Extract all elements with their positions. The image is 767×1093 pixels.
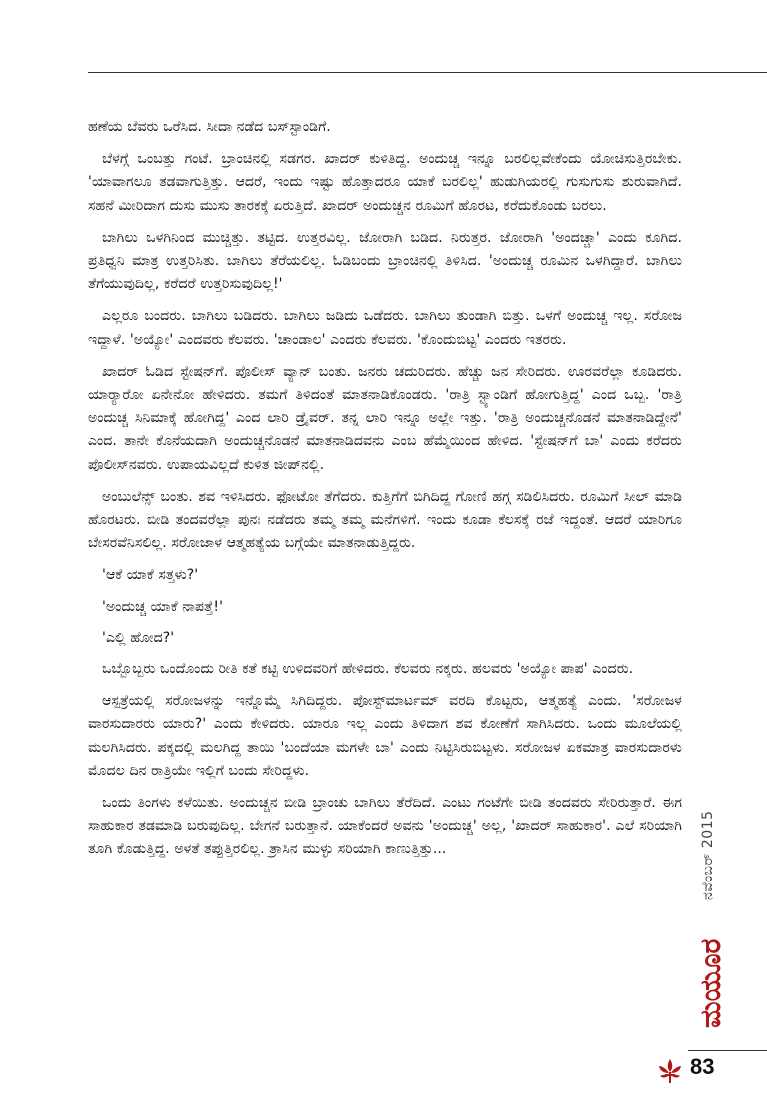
dialogue-line: 'ಎಲ್ಲಿ ಹೋದ?' xyxy=(102,629,175,646)
paragraph: ಆಸ್ಪತ್ರೆಯಲ್ಲಿ ಸರೋಜಳನ್ನು ಇನ್ನೊಮ್ಮೆ ಸಿಗಿದಿದ್ದರು. ಪೋಸ್ಟ್‌ಮಾರ್ಟಮ್ ವರದಿ ಕೊಟ್ಟರು, ಆತ್ಮಹತ್ಯೆ ಎಂದು. 'ಸರೋಜಳ ವಾರಸುದಾರರು ಯಾರು?' ಎಂದು ಕೇಳಿದರು. ಯಾರೂ ಇಲ್ಲ ಎಂದು ತಿಳಿದಾಗ ಶವ ಕೋಣೆಗೆ ಸಾಗಿಸಿದರು. ಒಂದು ಮೂಲೆಯಲ್ಲಿ ಮಲಗಿಸಿದರು. ಪಕ್ಕದಲ್ಲಿ ಮಲಗಿದ್ದ ತಾಯಿ 'ಬಂದೆಯಾ ಮಗಳೇ ಬಾ' ಎಂದು ನಿಟ್ಟಿಸಿರುಬಿಟ್ಟಳು. ಸರೋಜಳ ಏಕಮಾತ್ರ ವಾರಸುದಾರಳು ಮೊದಲ ದಿನ ರಾತ್ರಿಯೇ ಇಲ್ಲಿಗೆ ಬಂದು ಸೇರಿದ್ದಳು. xyxy=(88,693,682,779)
paragraph: ಬೆಳಗ್ಗೆ ಒಂಬತ್ತು ಗಂಟೆ. ಬ್ರಾಂಚಿನಲ್ಲಿ ಸಡಗರ. ಖಾದರ್ ಕುಳಿತಿದ್ದ. ಅಂದುಚ್ಚ ಇನ್ನೂ ಬರಲಿಲ್ಲವೇಕೆಂದು ಯೋಚಿಸುತ್ತಿರಬೇಕು. 'ಯಾವಾಗಲೂ ತಡವಾಗುತ್ತಿತ್ತು. ಆದರೆ, ಇಂದು ಇಷ್ಟು ಹೊತ್ತಾದರೂ ಯಾಕೆ ಬರಲಿಲ್ಲ' ಹುಡುಗಿಯರಲ್ಲಿ ಗುಸುಗುಸು ಶುರುವಾಗಿದೆ. ಸಹನೆ ಮೀರಿದಾಗ ದುಸು ಮುಸು ತಾರಕಕ್ಕೆ ಏರುತ್ತಿದೆ. ಖಾದರ್ ಅಂದುಚ್ಚನ ರೂಮಿಗೆ ಹೊರಟ, ಕರೆದುಕೊಂಡು ಬರಲು. xyxy=(88,151,682,214)
paragraph: ಒಂದು ತಿಂಗಳು ಕಳೆಯಿತು. ಅಂದುಚ್ಚನ ಬೀಡಿ ಬ್ರಾಂಚು ಬಾಗಿಲು ತೆರೆದಿದೆ. ಎಂಟು ಗಂಟೆಗೇ ಬೀಡಿ ತಂದವರು ಸೇರಿರುತ್ತಾರೆ. ಈಗ ಸಾಹುಕಾರ ತಡಮಾಡಿ ಬರುವುದಿಲ್ಲ. ಬೇಗನೆ ಬರುತ್ತಾನೆ. ಯಾಕೆಂದರೆ ಅವನು 'ಅಂದುಚ್ಚ' ಅಲ್ಲ, 'ಖಾದರ್ ಸಾಹುಕಾರ'. ಎಲೆ ಸರಿಯಾಗಿ ತೂಗಿ ಕೊಡುತ್ತಿದ್ದ. ಅಳತೆ ತಪ್ಪುತ್ತಿರಲಿಲ್ಲ. ತ್ರಾಸಿನ ಮುಳ್ಳು ಸರಿಯಾಗಿ ಕಾಣುತ್ತಿತ್ತು... xyxy=(88,795,682,858)
page-number: 83 xyxy=(690,1054,715,1079)
paragraph: ಬಾಗಿಲು ಒಳಗಿನಿಂದ ಮುಚ್ಚಿತ್ತು. ತಟ್ಟಿದ. ಉತ್ತರವಿಲ್ಲ. ಜೋರಾಗಿ ಬಡಿದ. ನಿರುತ್ತರ. ಜೋರಾಗಿ 'ಅಂದಚ್ಚಾ' ಎಂದು ಕೂಗಿದ. ಪ್ರತಿಧ್ವನಿ ಮಾತ್ರ ಉತ್ತರಿಸಿತು. ಬಾಗಿಲು ತೆರೆಯಲಿಲ್ಲ. ಓಡಿಬಂದು ಬ್ರಾಂಚಿನಲ್ಲಿ ತಿಳಿಸಿದ. 'ಅಂದುಚ್ಚ ರೂಮಿನ ಒಳಗಿದ್ದಾರೆ. ಬಾಗಿಲು ತೆಗೆಯುವುದಿಲ್ಲ, ಕರೆದರೆ ಉತ್ತರಿಸುವುದಿಲ್ಲ!' xyxy=(88,229,682,293)
paragraph: ಒಬ್ಬೊಬ್ಬರು ಒಂದೊಂದು ರೀತಿ ಕತೆ ಕಟ್ಟಿ ಉಳಿದವರಿಗೆ ಹೇಳಿದರು. ಕೆಲವರು ನಕ್ಕರು. ಹಲವರು 'ಅಯ್ಯೋ ಪಾಪ' ಎಂದರು. xyxy=(102,661,634,678)
paragraph: ಎಲ್ಲರೂ ಬಂದರು. ಬಾಗಿಲು ಬಡಿದರು. ಬಾಗಿಲು ಜಡಿದು ಒಡೆದರು. ಬಾಗಿಲು ತುಂಡಾಗಿ ಬಿತ್ತು. ಒಳಗೆ ಅಂದುಚ್ಚ ಇಲ್ಲ. ಸರೋಜ ಇದ್ದಾಳೆ. 'ಅಯ್ಯೋ' ಎಂದವರು ಕೆಲವರು. 'ಚಾಂಡಾಲ' ಎಂದರು ಕೆಲವರು. 'ಕೊಂದುಬಿಟ್ಟ' ಎಂದರು ಇತರರು. xyxy=(88,308,682,348)
issue-date: ನವೆಂಬರ್ 2015 xyxy=(700,810,716,900)
article-body xyxy=(88,116,682,871)
footer-rule xyxy=(688,1050,767,1051)
fleur-de-lis-icon xyxy=(656,1057,684,1085)
dialogue-line: 'ಅಂದುಚ್ಚ ಯಾಕೆ ನಾಪತ್ತೆ!' xyxy=(102,598,224,615)
paragraph: ಅಂಬುಲೆನ್ಸ್ ಬಂತು. ಶವ ಇಳಿಸಿದರು. ಫೋಟೋ ತೆಗೆದರು. ಕುತ್ತಿಗೆಗೆ ಬಿಗಿದಿದ್ದ ಗೋಣಿ ಹಗ್ಗ ಸಡಿಲಿಸಿದರು. ರೂಮಿಗೆ ಸೀಲ್ ಮಾಡಿ ಹೊರಟರು. ಬೀಡಿ ತಂದವರೆಲ್ಲಾ ಪುನಃ ನಡೆದರು ತಮ್ಮ ತಮ್ಮ ಮನೆಗಳಿಗೆ. ಇಂದು ಕೂಡಾ ಕೆಲಸಕ್ಕೆ ರಜೆ ಇದ್ದಂತೆ. ಆದರೆ ಯಾರಿಗೂ ಬೇಸರವೆನಿಸಲಿಲ್ಲ. ಸರೋಜಾಳ ಆತ್ಮಹತ್ಯೆಯ ಬಗ್ಗೆಯೇ ಮಾತನಾಡುತ್ತಿದ್ದರು. xyxy=(88,488,682,552)
dialogue-line: 'ಆಕೆ ಯಾಕೆ ಸತ್ತಳು?' xyxy=(102,567,199,584)
header-rule xyxy=(88,72,767,73)
paragraph: ಖಾದರ್ ಓಡಿದ ಸ್ಟೇಷನ್‌ಗೆ. ಪೊಲೀಸ್ ವ್ಯಾನ್ ಬಂತು. ಜನರು ಚದುರಿದರು. ಹೆಚ್ಚು ಜನ ಸೇರಿದರು. ಊರವರೆಲ್ಲಾ ಕೂಡಿದರು. ಯಾರ‍್ಯಾರೋ ಏನೇನೋ ಹೇಳಿದರು. ತಮಗೆ ತಿಳಿದಂತೆ ಮಾತನಾಡಿಕೊಂಡರು. 'ರಾತ್ರಿ ಸ್ಟ್ಯಾಂಡಿಗೆ ಹೋಗುತ್ತಿದ್ದ' ಎಂದ ಒಬ್ಬ. 'ರಾತ್ರಿ ಅಂದುಚ್ಚ ಸಿನಿಮಾಕ್ಕೆ ಹೋಗಿದ್ದ' ಎಂದ ಲಾರಿ ಡ್ರೈವರ್. ತನ್ನ ಲಾರಿ ಇನ್ನೂ ಅಲ್ಲೇ ಇತ್ತು. 'ರಾತ್ರಿ ಅಂದುಚ್ಚನೊಡನೆ ಮಾತನಾಡಿದ್ದೇನೆ' ಎಂದ. ತಾನೇ ಕೊನೆಯದಾಗಿ ಅಂದುಚ್ಚನೊಡನೆ ಮಾತನಾಡಿದವನು ಎಂಬ ಹೆಮ್ಮೆಯಿಂದ ಹೇಳಿದ. 'ಸ್ಟೇಷನ್‌ಗೆ ಬಾ' ಎಂದು ಕರೆದರು ಪೊಲೀಸ್‌ನವರು. ಉಪಾಯವಿಲ್ಲದೆ ಕುಳಿತ ಜೀಪ್‌ನಲ್ಲಿ. xyxy=(88,363,682,473)
paragraph: ಹಣೆಯ ಬೆವರು ಒರೆಸಿದ. ಸೀದಾ ನಡೆದ ಬಸ್‌ಸ್ಟಾಂಡಿಗೆ. xyxy=(88,119,331,135)
magazine-logo: ಮಯೂರ xyxy=(694,938,727,1028)
